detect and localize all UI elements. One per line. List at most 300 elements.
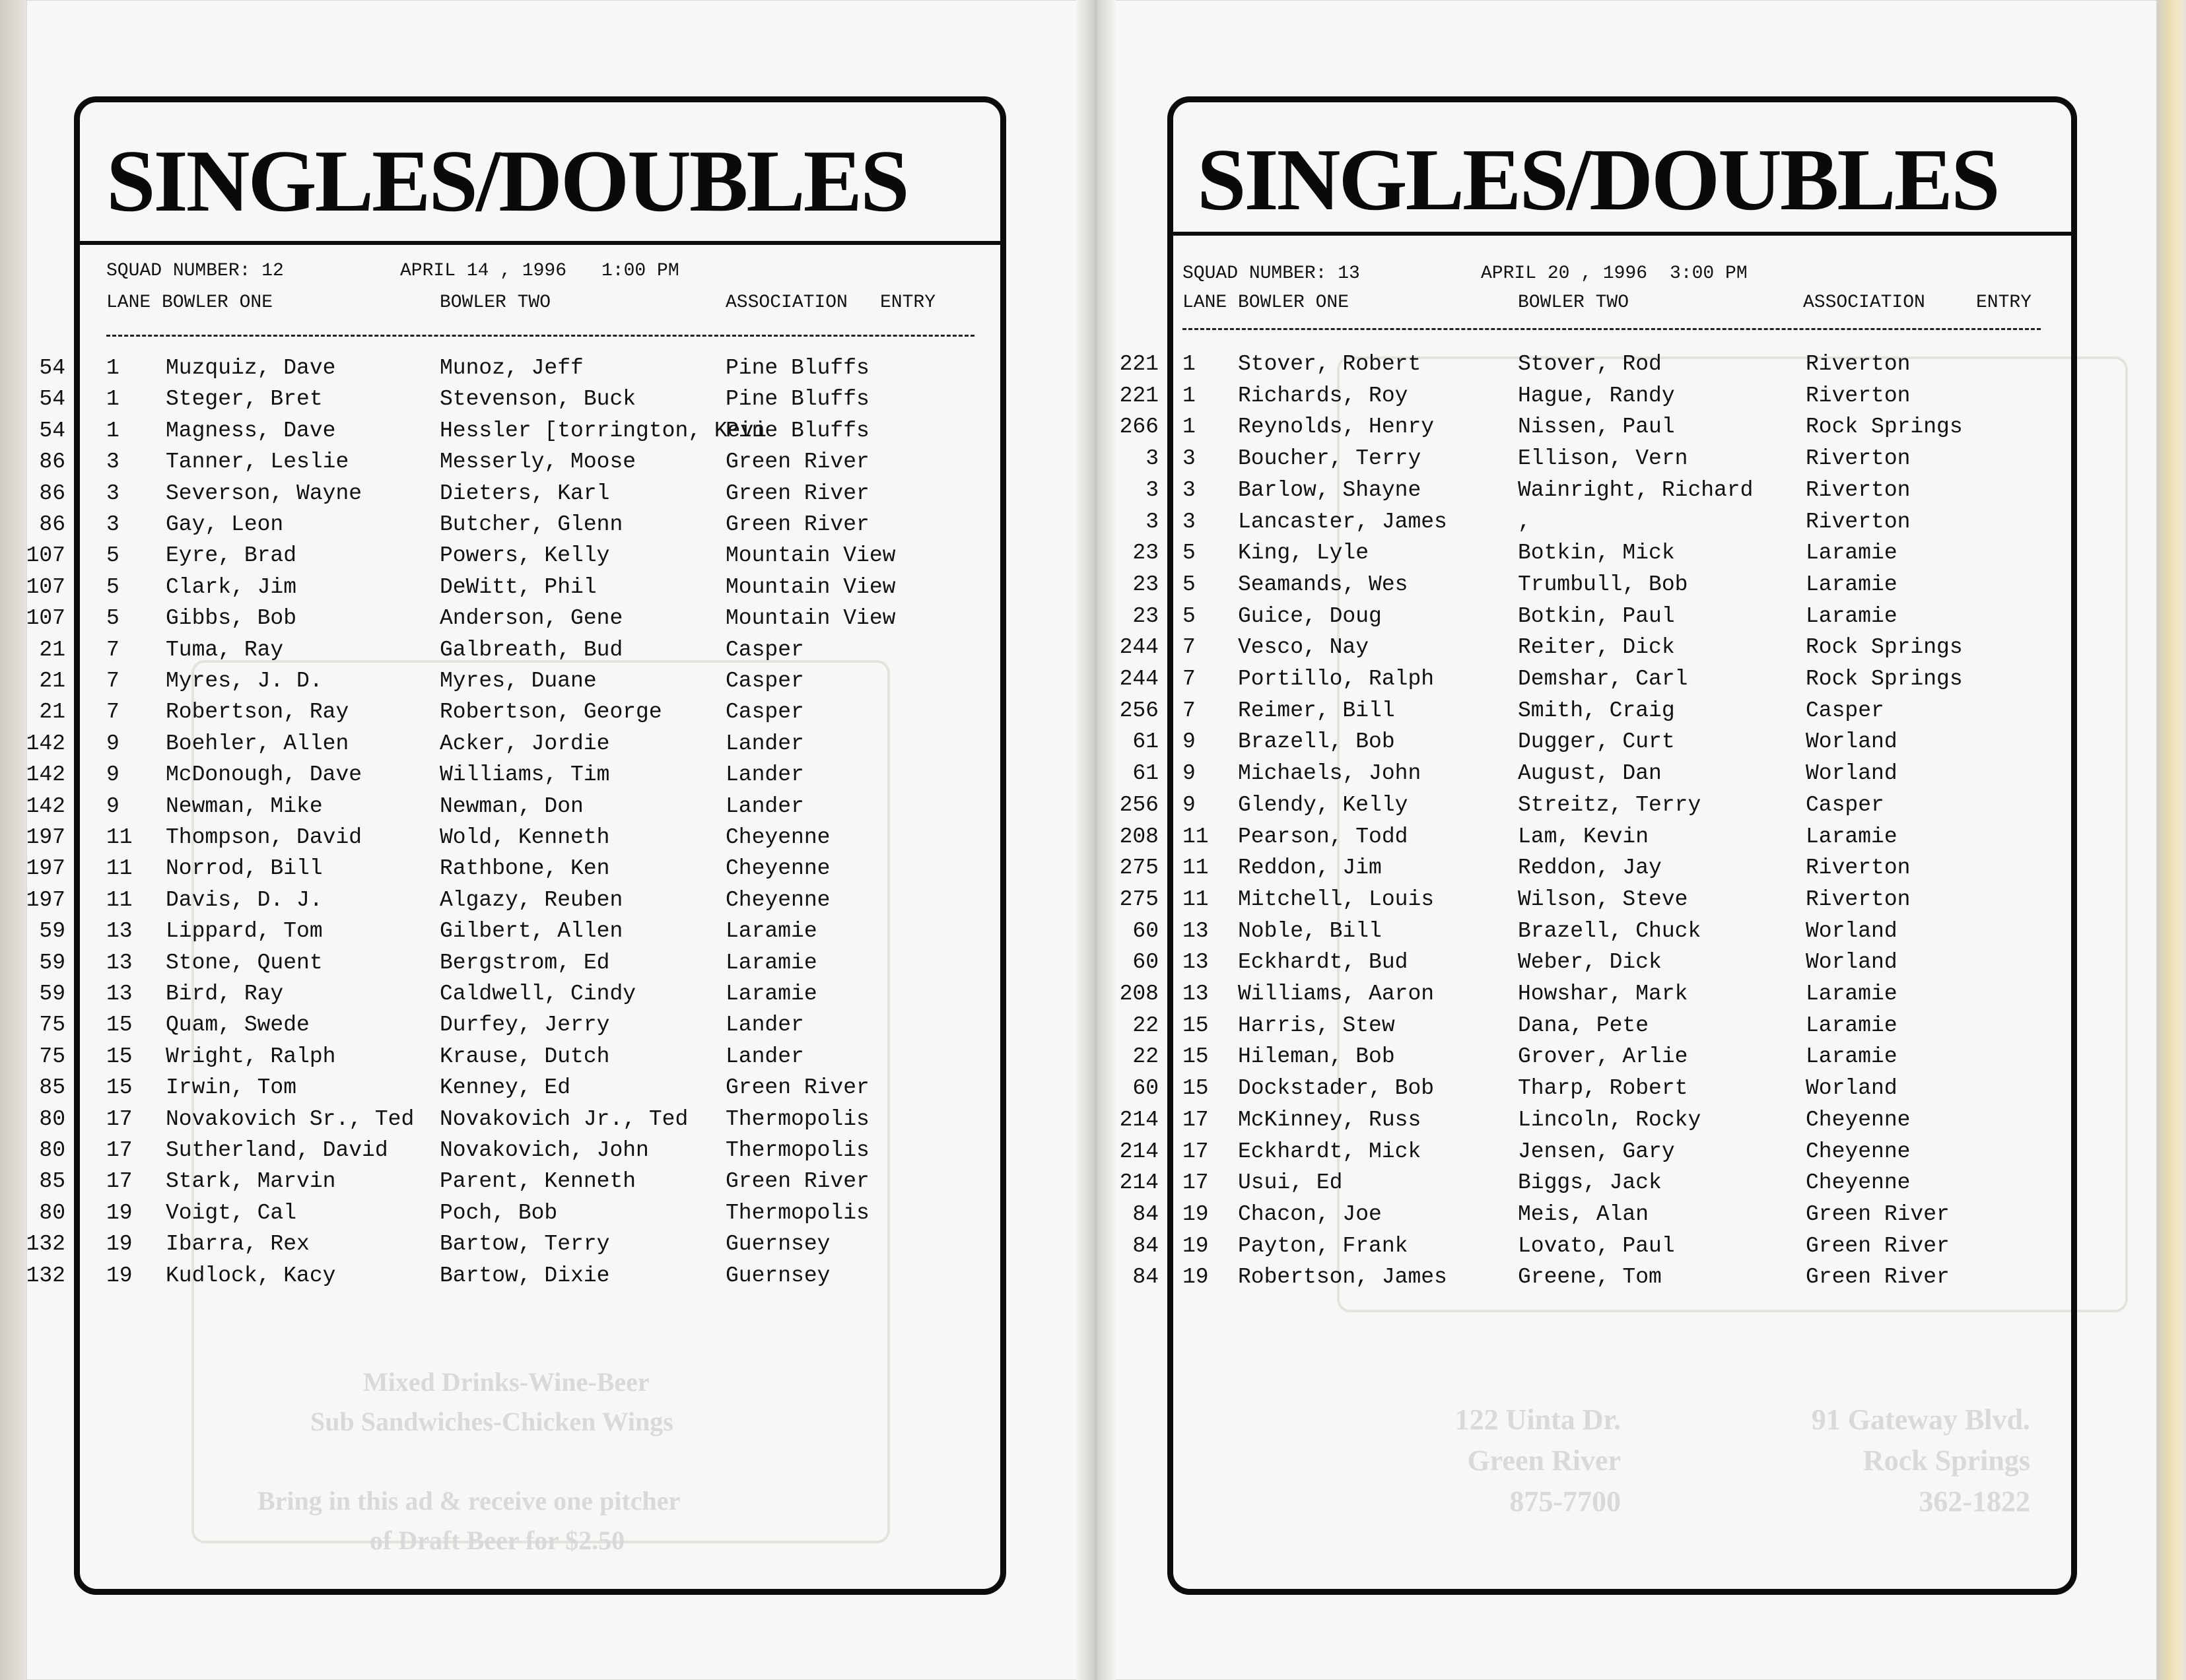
bowler-two-cell: Novakovich, John (440, 1138, 649, 1162)
bowler-one-cell: Gibbs, Bob (166, 606, 297, 631)
bowler-two-cell: Anderson, Gene (440, 606, 623, 631)
bowler-one-cell: Usui, Ed (1238, 1170, 1343, 1195)
bowler-one-cell: Thompson, David (166, 825, 362, 850)
bowler-two-cell: Smith, Craig (1518, 698, 1675, 723)
bleed-through-line: Green River (1467, 1444, 1621, 1477)
column-header-bowler-one: BOWLER ONE (162, 292, 273, 313)
association-cell: Cheyenne (726, 856, 831, 881)
lane-cell: 15 (1182, 1044, 1209, 1069)
entry-cell: 22 (1132, 1044, 1159, 1069)
association-cell: Mountain View (726, 543, 896, 568)
bowler-one-cell: Payton, Frank (1238, 1233, 1408, 1258)
bowler-one-cell: Reddon, Jim (1238, 856, 1382, 881)
association-cell: Mountain View (726, 606, 896, 631)
bowler-one-cell: King, Lyle (1238, 541, 1369, 566)
bleed-through-line: Sub Sandwiches-Chicken Wings (310, 1407, 673, 1436)
bowler-one-cell: Eckhardt, Mick (1238, 1139, 1421, 1164)
association-cell: Laramie (1806, 982, 1897, 1006)
association-cell: Lander (726, 762, 804, 788)
association-cell: Lander (726, 1013, 804, 1038)
column-header-lane: LANE (106, 292, 151, 313)
association-cell: Laramie (726, 982, 817, 1006)
association-cell: Pine Bluffs (726, 356, 870, 380)
entry-cell: 132 (26, 1232, 65, 1257)
association-cell: Green River (1806, 1265, 1950, 1290)
bowler-two-cell: Wold, Kenneth (440, 825, 610, 850)
entry-cell: 142 (26, 731, 65, 756)
bowler-two-cell: Gilbert, Allen (440, 919, 623, 944)
bowler-two-cell: Williams, Tim (440, 762, 610, 788)
bowler-one-cell: Wright, Ralph (166, 1044, 336, 1069)
bowler-one-cell: Vesco, Nay (1238, 635, 1369, 660)
entry-cell: 107 (26, 543, 65, 568)
lane-cell: 3 (106, 512, 120, 537)
lane-cell: 7 (1182, 698, 1196, 723)
entry-cell: 197 (26, 856, 65, 881)
squad-time: 3:00 PM (1670, 263, 1748, 284)
association-cell: Thermopolis (726, 1200, 870, 1225)
bowler-one-cell: Richards, Roy (1238, 383, 1408, 408)
bowler-one-cell: Norrod, Bill (166, 856, 323, 881)
entry-cell: 22 (1132, 1013, 1159, 1038)
book-edge-right (2157, 0, 2186, 1680)
lane-cell: 13 (106, 982, 133, 1006)
lane-cell: 1 (106, 418, 120, 443)
bowler-two-cell: DeWitt, Phil (440, 574, 597, 599)
lane-cell: 17 (106, 1138, 133, 1162)
association-cell: Riverton (1806, 477, 1911, 502)
association-cell: Green River (726, 1075, 870, 1100)
bowler-one-cell: Michaels, John (1238, 761, 1421, 786)
bowler-one-cell: Tuma, Ray (166, 637, 284, 662)
entry-cell: 107 (26, 606, 65, 631)
association-cell: Guernsey (726, 1232, 831, 1257)
bowler-one-cell: Bird, Ray (166, 982, 284, 1006)
bowler-one-cell: Tanner, Leslie (166, 450, 349, 475)
entry-cell: 59 (39, 950, 65, 975)
association-cell: Cheyenne (726, 887, 831, 912)
entry-cell: 59 (39, 982, 65, 1006)
association-cell: Green River (726, 450, 870, 475)
bowler-one-cell: Williams, Aaron (1238, 982, 1435, 1006)
lane-cell: 1 (106, 356, 120, 380)
entry-cell: 54 (39, 356, 65, 380)
column-header-association: ASSOCIATION (726, 292, 848, 313)
bowler-one-cell: Steger, Bret (166, 387, 323, 412)
bowler-one-cell: Kudlock, Kacy (166, 1263, 336, 1288)
bowler-two-cell: Lovato, Paul (1518, 1233, 1675, 1258)
lane-cell: 17 (1182, 1139, 1209, 1164)
column-header-bowler-two: BOWLER TWO (440, 292, 551, 313)
bowler-two-cell: Jensen, Gary (1518, 1139, 1675, 1164)
entry-cell: 60 (1132, 918, 1159, 943)
lane-cell: 19 (106, 1200, 133, 1225)
bowler-two-cell: Caldwell, Cindy (440, 982, 636, 1006)
bowler-two-cell: Butcher, Glenn (440, 512, 623, 537)
association-cell: Green River (1806, 1233, 1950, 1258)
squad-12-panel (26, 96, 1006, 1595)
bleed-through-line: of Draft Beer for $2.50 (370, 1526, 625, 1555)
bowler-two-cell: Greene, Tom (1518, 1265, 1662, 1290)
entry-cell: 84 (1132, 1201, 1159, 1226)
entry-cell: 21 (39, 637, 65, 662)
association-cell: Thermopolis (726, 1138, 870, 1162)
bowler-one-cell: Reimer, Bill (1238, 698, 1395, 723)
lane-cell: 11 (106, 887, 133, 912)
lane-cell: 9 (1182, 761, 1196, 786)
association-cell: Worland (1806, 950, 1897, 975)
bowler-one-cell: Barlow, Shayne (1238, 477, 1421, 502)
bowler-one-cell: Robertson, Ray (166, 700, 349, 725)
lane-cell: 3 (1182, 509, 1196, 534)
entry-cell: 60 (1132, 950, 1159, 975)
association-cell: Laramie (1806, 1044, 1897, 1069)
association-cell: Casper (1806, 792, 1884, 817)
bowler-one-cell: Sutherland, David (166, 1138, 388, 1162)
association-cell: Cheyenne (1806, 1170, 1911, 1195)
association-cell: Casper (726, 637, 804, 662)
bowler-two-cell: , (1518, 509, 1531, 534)
squad-number: SQUAD NUMBER: 12 (106, 261, 284, 281)
association-cell: Casper (726, 700, 804, 725)
lane-cell: 9 (106, 762, 120, 788)
lane-cell: 17 (106, 1169, 133, 1194)
bowler-two-cell: Demshar, Carl (1518, 667, 1688, 691)
bowler-one-cell: Voigt, Cal (166, 1200, 297, 1225)
entry-cell: 21 (39, 669, 65, 693)
entry-cell: 275 (1119, 887, 1159, 912)
association-cell: Mountain View (726, 574, 896, 599)
association-cell: Thermopolis (726, 1106, 870, 1131)
lane-cell: 7 (1182, 667, 1196, 691)
lane-cell: 5 (1182, 572, 1196, 597)
association-cell: Rock Springs (1806, 415, 1963, 440)
bowler-two-cell: Stevenson, Buck (440, 387, 636, 412)
lane-cell: 7 (106, 669, 120, 693)
entry-cell: 3 (1145, 509, 1159, 534)
bowler-two-cell: Lam, Kevin (1518, 824, 1649, 849)
association-cell: Guernsey (726, 1263, 831, 1288)
lane-cell: 9 (1182, 729, 1196, 755)
association-cell: Riverton (1806, 352, 1911, 376)
association-cell: Green River (726, 1169, 870, 1194)
bowler-one-cell: Harris, Stew (1238, 1013, 1395, 1038)
page-title: SINGLES/DOUBLES (1197, 131, 1998, 228)
bowler-two-cell: Munoz, Jeff (440, 356, 584, 380)
entry-cell: 54 (39, 387, 65, 412)
association-cell: Laramie (1806, 824, 1897, 849)
lane-cell: 11 (1182, 887, 1209, 912)
header-dashed-rule (1182, 328, 2041, 330)
bowler-one-cell: Lancaster, James (1238, 509, 1447, 534)
bowler-one-cell: Pearson, Todd (1238, 824, 1408, 849)
page-title: SINGLES/DOUBLES (106, 132, 908, 230)
entry-cell: 80 (39, 1200, 65, 1225)
lane-cell: 17 (1182, 1170, 1209, 1195)
bowler-two-cell: Reiter, Dick (1518, 635, 1675, 660)
entry-cell: 142 (26, 762, 65, 788)
association-cell: Worland (1806, 918, 1897, 943)
lane-cell: 5 (1182, 603, 1196, 628)
entry-cell: 84 (1132, 1233, 1159, 1258)
lane-cell: 17 (106, 1106, 133, 1131)
entry-cell: 84 (1132, 1265, 1159, 1290)
lane-cell: 3 (1182, 446, 1196, 471)
column-header-entry: ENTRY (1976, 292, 2032, 313)
bowler-two-cell: Ellison, Vern (1518, 446, 1688, 471)
entry-cell: 75 (39, 1013, 65, 1038)
bowler-one-cell: Portillo, Ralph (1238, 667, 1435, 691)
lane-cell: 5 (1182, 541, 1196, 566)
header-dashed-rule (106, 335, 974, 337)
entry-cell: 86 (39, 481, 65, 506)
lane-cell: 1 (1182, 415, 1196, 440)
association-cell: Lander (726, 793, 804, 819)
bowler-one-cell: Boucher, Terry (1238, 446, 1421, 471)
lane-cell: 3 (106, 481, 120, 506)
book-gutter (1076, 0, 1116, 1680)
squad-date: APRIL 14 , 1996 (400, 261, 567, 281)
bowler-two-cell: Dugger, Curt (1518, 729, 1675, 755)
association-cell: Riverton (1806, 383, 1911, 408)
lane-cell: 19 (1182, 1201, 1209, 1226)
bowler-one-cell: Boehler, Allen (166, 731, 349, 756)
association-cell: Laramie (726, 950, 817, 975)
bowler-two-cell: Novakovich Jr., Ted (440, 1106, 689, 1131)
bowler-two-cell: Poch, Bob (440, 1200, 558, 1225)
bleed-through-line: Rock Springs (1862, 1444, 2030, 1477)
bowler-one-cell: Newman, Mike (166, 793, 323, 819)
bowler-one-cell: Noble, Bill (1238, 918, 1382, 943)
bowler-two-cell: Weber, Dick (1518, 950, 1662, 975)
lane-cell: 9 (106, 793, 120, 819)
bowler-one-cell: Magness, Dave (166, 418, 336, 443)
association-cell: Riverton (1806, 856, 1911, 881)
lane-cell: 13 (1182, 982, 1209, 1006)
bowler-two-cell: Howshar, Mark (1518, 982, 1688, 1006)
bleed-through-line: 875-7700 (1509, 1485, 1621, 1518)
bowler-one-cell: Muzquiz, Dave (166, 356, 336, 380)
column-header-bowler-two: BOWLER TWO (1518, 292, 1629, 313)
lane-cell: 15 (1182, 1013, 1209, 1038)
entry-cell: 208 (1119, 824, 1159, 849)
entry-cell: 256 (1119, 698, 1159, 723)
association-cell: Green River (726, 512, 870, 537)
entry-cell: 3 (1145, 446, 1159, 471)
lane-cell: 1 (1182, 383, 1196, 408)
bowler-two-cell: Hessler [torrington, Kevi (440, 418, 767, 443)
bowler-two-cell: Powers, Kelly (440, 543, 610, 568)
bowler-one-cell: Irwin, Tom (166, 1075, 297, 1100)
entry-cell: 23 (1132, 572, 1159, 597)
bowler-two-cell: Kenney, Ed (440, 1075, 571, 1100)
lane-cell: 15 (106, 1075, 133, 1100)
bowler-two-cell: Brazell, Chuck (1518, 918, 1701, 943)
bleed-through-line: 122 Uinta Dr. (1454, 1403, 1621, 1436)
entry-cell: 23 (1132, 541, 1159, 566)
bowler-two-cell: Wilson, Steve (1518, 887, 1688, 912)
bowler-one-cell: Guice, Doug (1238, 603, 1382, 628)
bowler-two-cell: Algazy, Reuben (440, 887, 623, 912)
association-cell: Pine Bluffs (726, 418, 870, 443)
bowler-one-cell: Stark, Marvin (166, 1169, 336, 1194)
bowler-two-cell: Stover, Rod (1518, 352, 1662, 376)
bleed-through-line: Bring in this ad & receive one pitcher (257, 1486, 681, 1516)
lane-cell: 19 (1182, 1265, 1209, 1290)
column-header-entry: ENTRY (880, 292, 936, 313)
association-cell: Pine Bluffs (726, 387, 870, 412)
entry-cell: 107 (26, 574, 65, 599)
association-cell: Green River (1806, 1201, 1950, 1226)
bowler-two-cell: Durfey, Jerry (440, 1013, 610, 1038)
bowler-one-cell: Mitchell, Louis (1238, 887, 1435, 912)
bowler-one-cell: Ibarra, Rex (166, 1232, 310, 1257)
bowler-one-cell: Glendy, Kelly (1238, 792, 1408, 817)
column-header-association: ASSOCIATION (1803, 292, 1925, 313)
bowler-one-cell: Clark, Jim (166, 574, 297, 599)
lane-cell: 17 (1182, 1107, 1209, 1132)
entry-cell: 61 (1132, 729, 1159, 755)
lane-cell: 19 (106, 1232, 133, 1257)
bowler-one-cell: Robertson, James (1238, 1265, 1447, 1290)
entry-cell: 80 (39, 1106, 65, 1131)
association-cell: Worland (1806, 729, 1897, 755)
entry-cell: 208 (1119, 982, 1159, 1006)
bowler-two-cell: Acker, Jordie (440, 731, 610, 756)
bowler-one-cell: Severson, Wayne (166, 481, 362, 506)
entry-cell: 21 (39, 700, 65, 725)
association-cell: Lander (726, 1044, 804, 1069)
squad-time: 1:00 PM (601, 261, 679, 281)
lane-cell: 15 (106, 1013, 133, 1038)
bowler-one-cell: Novakovich Sr., Ted (166, 1106, 415, 1131)
lane-cell: 15 (1182, 1076, 1209, 1101)
bowler-one-cell: Dockstader, Bob (1238, 1076, 1435, 1101)
entry-cell: 256 (1119, 792, 1159, 817)
bowler-two-cell: Lincoln, Rocky (1518, 1107, 1701, 1132)
bowler-two-cell: Newman, Don (440, 793, 584, 819)
association-cell: Riverton (1806, 509, 1911, 534)
entry-cell: 85 (39, 1169, 65, 1194)
entry-cell: 275 (1119, 856, 1159, 881)
bowler-one-cell: Myres, J. D. (166, 669, 323, 693)
bowler-two-cell: Krause, Dutch (440, 1044, 610, 1069)
lane-cell: 1 (106, 387, 120, 412)
association-cell: Riverton (1806, 887, 1911, 912)
column-header-lane: LANE (1182, 292, 1227, 313)
bowler-one-cell: Lippard, Tom (166, 919, 323, 944)
bowler-two-cell: Dana, Pete (1518, 1013, 1649, 1038)
bowler-one-cell: Davis, D. J. (166, 887, 323, 912)
bowler-one-cell: Eckhardt, Bud (1238, 950, 1408, 975)
entry-cell: 197 (26, 887, 65, 912)
bleed-through-line: Mixed Drinks-Wine-Beer (363, 1367, 650, 1397)
association-cell: Cheyenne (1806, 1107, 1911, 1132)
entry-cell: 61 (1132, 761, 1159, 786)
squad-number: SQUAD NUMBER: 13 (1182, 263, 1360, 284)
entry-cell: 214 (1119, 1107, 1159, 1132)
bowler-two-cell: Hague, Randy (1518, 383, 1675, 408)
bowler-two-cell: Wainright, Richard (1518, 477, 1754, 502)
entry-cell: 221 (1119, 383, 1159, 408)
lane-cell: 3 (106, 450, 120, 475)
lane-cell: 13 (106, 919, 133, 944)
bowler-two-cell: Grover, Arlie (1518, 1044, 1688, 1069)
association-cell: Cheyenne (1806, 1139, 1911, 1164)
entry-cell: 80 (39, 1138, 65, 1162)
bowler-one-cell: Gay, Leon (166, 512, 284, 537)
bowler-one-cell: Eyre, Brad (166, 543, 297, 568)
bleed-through-line: 362-1822 (1919, 1485, 2030, 1518)
entry-cell: 142 (26, 793, 65, 819)
association-cell: Casper (1806, 698, 1884, 723)
entry-cell: 75 (39, 1044, 65, 1069)
entry-cell: 197 (26, 825, 65, 850)
bowler-two-cell: Myres, Duane (440, 669, 597, 693)
bowler-two-cell: Botkin, Mick (1518, 541, 1675, 566)
bowler-two-cell: Reddon, Jay (1518, 856, 1662, 881)
bowler-two-cell: August, Dan (1518, 761, 1662, 786)
bowler-one-cell: Reynolds, Henry (1238, 415, 1435, 440)
association-cell: Rock Springs (1806, 667, 1963, 691)
lane-cell: 13 (1182, 950, 1209, 975)
bowler-one-cell: Seamands, Wes (1238, 572, 1408, 597)
squad-13-panel (1119, 96, 2077, 1595)
entry-cell: 221 (1119, 352, 1159, 376)
entry-cell: 244 (1119, 667, 1159, 691)
bowler-two-cell: Meis, Alan (1518, 1201, 1649, 1226)
column-header-bowler-one: BOWLER ONE (1238, 292, 1349, 313)
bowler-two-cell: Biggs, Jack (1518, 1170, 1662, 1195)
bowler-two-cell: Dieters, Karl (440, 481, 610, 506)
association-cell: Worland (1806, 1076, 1897, 1101)
lane-cell: 7 (1182, 635, 1196, 660)
lane-cell: 11 (106, 856, 133, 881)
entry-cell: 59 (39, 919, 65, 944)
bowler-two-cell: Streitz, Terry (1518, 792, 1701, 817)
association-cell: Worland (1806, 761, 1897, 786)
entry-cell: 86 (39, 450, 65, 475)
lane-cell: 19 (106, 1263, 133, 1288)
bowler-two-cell: Tharp, Robert (1518, 1076, 1688, 1101)
bowler-two-cell: Galbreath, Bud (440, 637, 623, 662)
bowler-two-cell: Parent, Kenneth (440, 1169, 636, 1194)
lane-cell: 19 (1182, 1233, 1209, 1258)
lane-cell: 5 (106, 543, 120, 568)
lane-cell: 15 (106, 1044, 133, 1069)
association-cell: Laramie (726, 919, 817, 944)
association-cell: Lander (726, 731, 804, 756)
association-cell: Laramie (1806, 541, 1897, 566)
lane-cell: 1 (1182, 352, 1196, 376)
bowler-two-cell: Bartow, Terry (440, 1232, 610, 1257)
bowler-two-cell: Bergstrom, Ed (440, 950, 610, 975)
association-cell: Cheyenne (726, 825, 831, 850)
lane-cell: 7 (106, 700, 120, 725)
bowler-one-cell: Chacon, Joe (1238, 1201, 1382, 1226)
association-cell: Green River (726, 481, 870, 506)
association-cell: Laramie (1806, 1013, 1897, 1038)
bowler-two-cell: Robertson, George (440, 700, 662, 725)
lane-cell: 11 (106, 825, 133, 850)
lane-cell: 3 (1182, 477, 1196, 502)
bowler-one-cell: Stover, Robert (1238, 352, 1421, 376)
entry-cell: 54 (39, 418, 65, 443)
lane-cell: 9 (1182, 792, 1196, 817)
book-edge-left (0, 0, 26, 1680)
entry-cell: 3 (1145, 477, 1159, 502)
association-cell: Riverton (1806, 446, 1911, 471)
